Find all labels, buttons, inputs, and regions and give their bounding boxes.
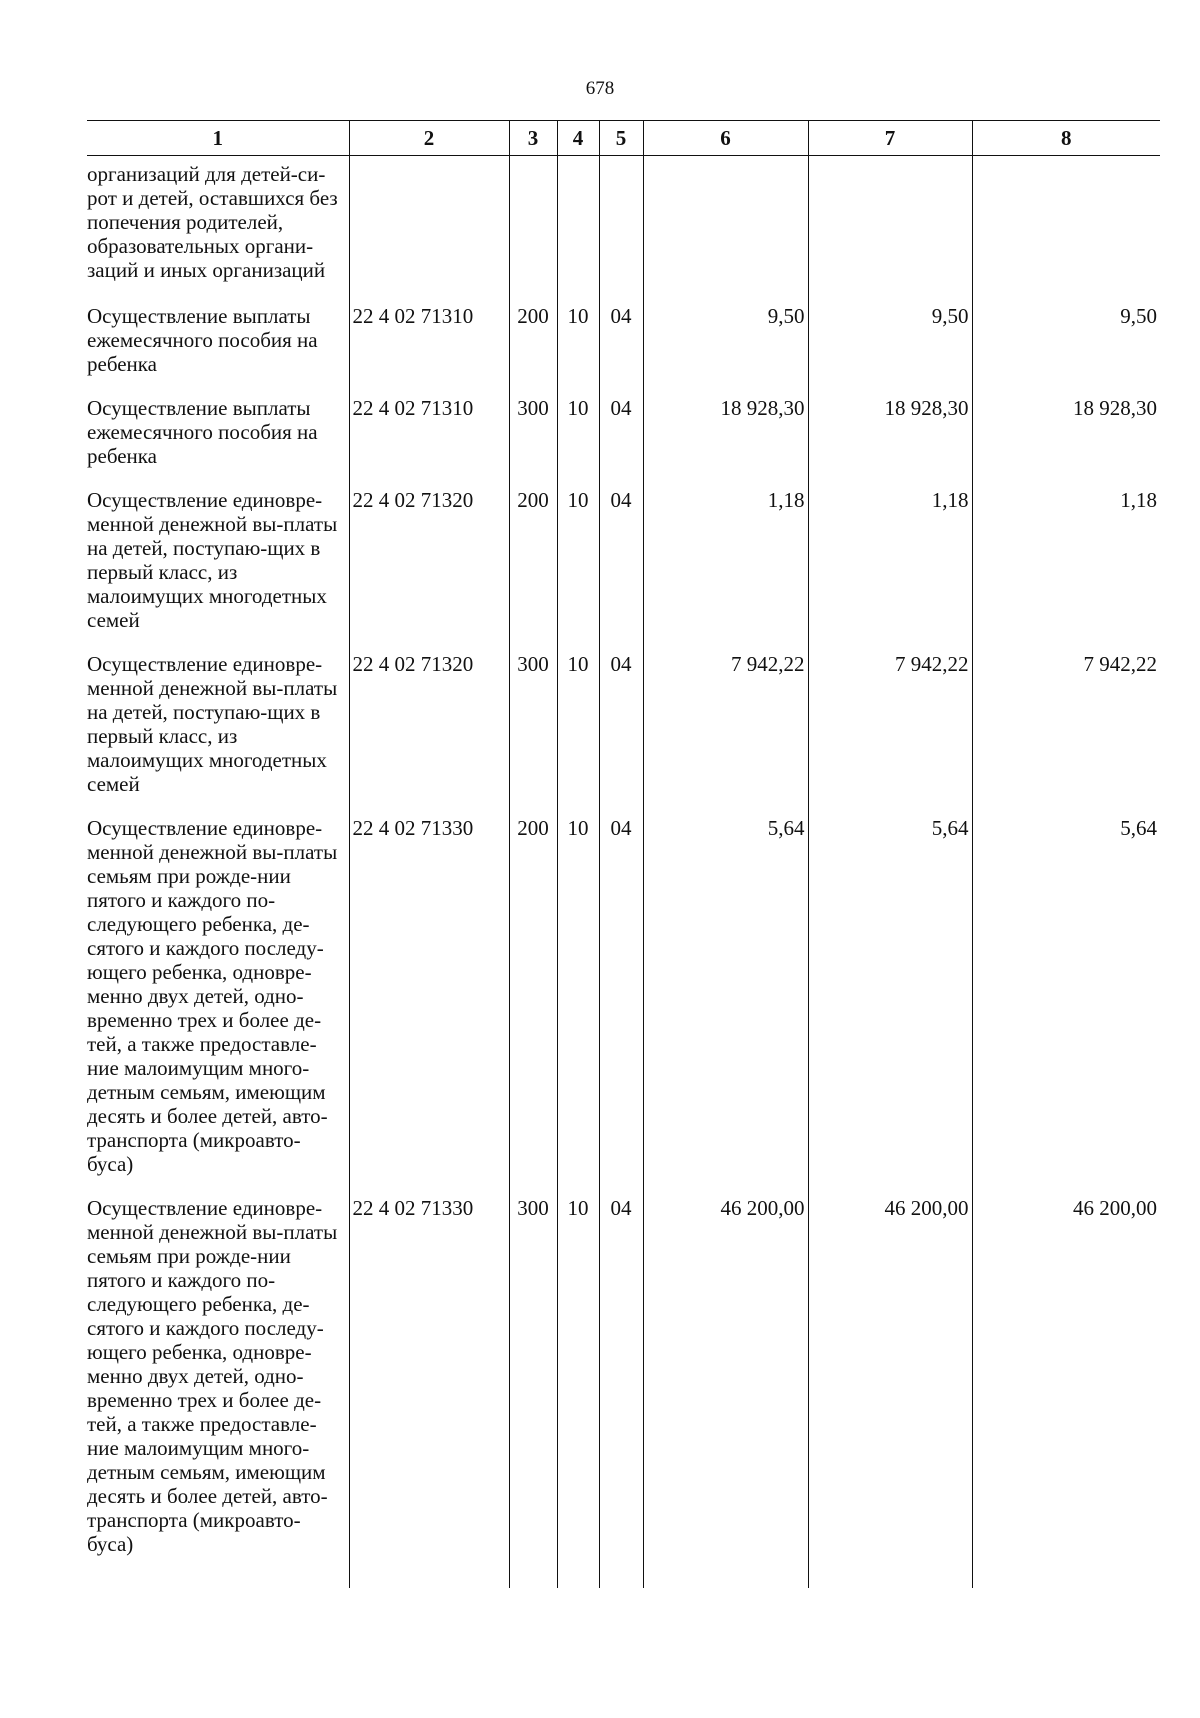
cell-name: Осуществление единовре-менной денежной вы-платы семьям при рожде-нии пятого и каждого по-следующего ребенка, де-сятого и каждого последу-ющего ребенка, одновре-менно двух детей, одно-временно трех и более де-тей, а также предоставле-ние малоимущим много-детным семьям, имеющим десять и более детей, авто-транспорта (микроавто-буса) (87, 816, 338, 1176)
cell-amount-2: 46 200,00 (808, 1192, 972, 1588)
cell-section: 10 (557, 1192, 599, 1588)
cell-amount-3: 1,18 (972, 484, 1160, 648)
cell-empty (557, 156, 599, 301)
cell-amount-2: 7 942,22 (808, 648, 972, 812)
cell-name: Осуществление выплаты ежемесячного пособия на ребенка (87, 304, 318, 376)
cell-empty (349, 156, 509, 301)
cell-amount-2: 5,64 (808, 812, 972, 1192)
cell-target-code: 22 4 02 71330 (349, 1192, 509, 1588)
cell-amount-1: 46 200,00 (643, 1192, 808, 1588)
header-cell: 3 (509, 121, 557, 156)
cell-expense-type: 200 (509, 484, 557, 648)
cell-amount-1: 5,64 (643, 812, 808, 1192)
cell-subsection: 04 (599, 648, 643, 812)
cell-amount-2: 18 928,30 (808, 392, 972, 484)
cell-amount-3: 9,50 (972, 300, 1160, 392)
cell-name: Осуществление единовре-менной денежной вы-платы на детей, поступаю-щих в первый класс, из малоимущих многодетных семей (87, 488, 338, 632)
cell-amount-2: 9,50 (808, 300, 972, 392)
cell-name: Осуществление выплаты ежемесячного пособия на ребенка (87, 396, 318, 468)
table-row-continued (87, 156, 1160, 301)
header-cell: 8 (972, 121, 1160, 156)
cell-amount-3: 46 200,00 (972, 1192, 1160, 1588)
cell-expense-type: 300 (509, 392, 557, 484)
cell-section: 10 (557, 484, 599, 648)
cell-name: организаций для детей-си-рот и детей, оставшихся без попечения родителей, образовательных органи-заций и иных организаций (87, 162, 338, 282)
cell-amount-3: 18 928,30 (972, 392, 1160, 484)
cell-section: 10 (557, 648, 599, 812)
cell-amount-1: 9,50 (643, 300, 808, 392)
cell-subsection: 04 (599, 300, 643, 392)
page-number: 678 (585, 78, 615, 99)
cell-subsection: 04 (599, 812, 643, 1192)
header-cell: 4 (557, 121, 599, 156)
cell-target-code: 22 4 02 71310 (349, 392, 509, 484)
cell-amount-1: 7 942,22 (643, 648, 808, 812)
table-row (87, 812, 1160, 1192)
cell-amount-1: 18 928,30 (643, 392, 808, 484)
cell-subsection: 04 (599, 484, 643, 648)
header-cell: 6 (643, 121, 808, 156)
cell-subsection: 04 (599, 392, 643, 484)
cell-target-code: 22 4 02 71330 (349, 812, 509, 1192)
cell-empty (643, 156, 808, 301)
cell-expense-type: 200 (509, 300, 557, 392)
cell-empty (808, 156, 972, 301)
table-row (87, 648, 1160, 812)
cell-section: 10 (557, 392, 599, 484)
cell-amount-1: 1,18 (643, 484, 808, 648)
cell-expense-type: 300 (509, 648, 557, 812)
cell-target-code: 22 4 02 71320 (349, 648, 509, 812)
cell-amount-2: 1,18 (808, 484, 972, 648)
cell-section: 10 (557, 300, 599, 392)
cell-target-code: 22 4 02 71310 (349, 300, 509, 392)
cell-target-code: 22 4 02 71320 (349, 484, 509, 648)
table-row (87, 392, 1160, 484)
header-cell: 7 (808, 121, 972, 156)
cell-subsection: 04 (599, 1192, 643, 1588)
header-row (87, 121, 1160, 156)
cell-section: 10 (557, 812, 599, 1192)
header-cell: 2 (349, 121, 509, 156)
cell-amount-3: 7 942,22 (972, 648, 1160, 812)
table-row (87, 484, 1160, 648)
cell-name: Осуществление единовре-менной денежной вы-платы семьям при рожде-нии пятого и каждого по-следующего ребенка, де-сятого и каждого последу-ющего ребенка, одновре-менно двух детей, одно-временно трех и более де-тей, а также предоставле-ние малоимущим много-детным семьям, имеющим десять и более детей, авто-транспорта (микроавто-буса) (87, 1196, 338, 1556)
header-cell: 5 (599, 121, 643, 156)
cell-empty (509, 156, 557, 301)
table-row (87, 300, 1160, 392)
budget-table (87, 120, 1160, 1588)
cell-expense-type: 200 (509, 812, 557, 1192)
cell-empty (599, 156, 643, 301)
table-row (87, 1192, 1160, 1588)
cell-name: Осуществление единовре-менной денежной вы-платы на детей, поступаю-щих в первый класс, из малоимущих многодетных семей (87, 652, 338, 796)
header-cell: 1 (87, 121, 349, 156)
cell-expense-type: 300 (509, 1192, 557, 1588)
cell-empty (972, 156, 1160, 301)
cell-amount-3: 5,64 (972, 812, 1160, 1192)
